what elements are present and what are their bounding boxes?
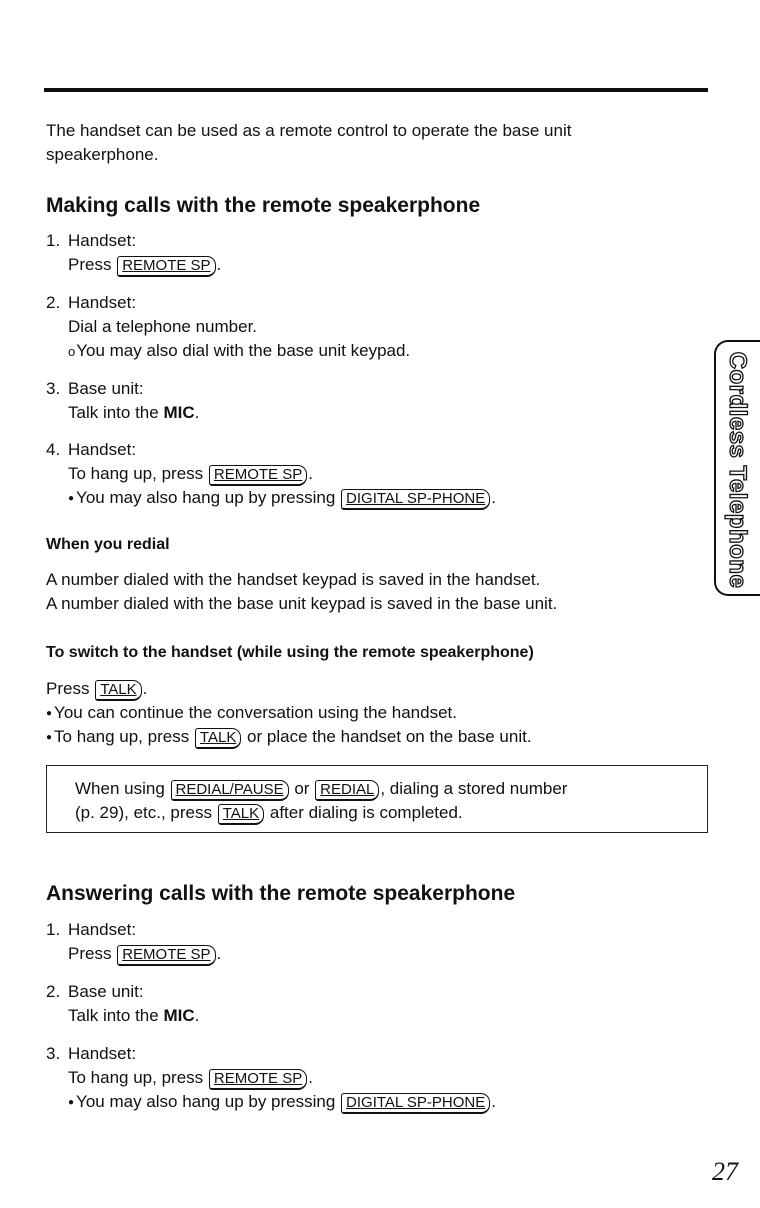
note-box — [46, 765, 708, 833]
redial-pause-key: REDIAL/PAUSE — [171, 780, 289, 801]
switch-bullet-1: ● You can continue the conversation using the handset. — [46, 701, 686, 728]
step-text: Press — [68, 944, 117, 963]
step-text: Press — [68, 255, 117, 274]
section-title-making-calls: Making calls with the remote speakerphone — [46, 194, 481, 217]
making-step-1: 1. Handset: Press REMOTE SP . — [46, 229, 666, 277]
intro-paragraph: The handset can be used as a remote control to operate the base unit speakerphone. — [46, 121, 572, 164]
step-label: Base unit: — [68, 982, 144, 1001]
making-step-3: 3. Base unit: Talk into the MIC. — [46, 379, 200, 422]
page-number: 27 — [712, 1157, 738, 1186]
side-tab-label: Cordless Telephone — [724, 351, 751, 589]
step-label: Handset: — [68, 293, 137, 312]
step-number: 3. — [46, 1044, 61, 1063]
talk-key: TALK — [195, 728, 241, 749]
talk-key: TALK — [95, 680, 141, 701]
remote-sp-key: REMOTE SP — [117, 256, 215, 277]
subheading-when-you-redial: When you redial — [46, 536, 170, 553]
note-line-1: When using REDIAL/PAUSE or REDIAL , dialing a stored number — [75, 777, 707, 801]
step-label: Handset: — [68, 440, 137, 459]
step-text: To hang up, press — [68, 1068, 208, 1087]
switch-bullet-2: ● To hang up, press TALK or place the handset on the base unit. — [46, 725, 686, 752]
top-rule — [44, 88, 708, 92]
remote-sp-key: REMOTE SP — [117, 945, 215, 966]
answering-step-1: 1. Handset: Press REMOTE SP . — [46, 918, 666, 966]
step-number: 3. — [46, 379, 61, 398]
step-label: Handset: — [68, 1044, 137, 1063]
redial-text-2: A number dialed with the base unit keypad is saved in the base unit. — [46, 594, 558, 613]
step-label: Handset: — [68, 231, 137, 250]
mic-label: MIC — [163, 1006, 195, 1025]
step-number: 2. — [46, 293, 61, 312]
answering-step-3: 3. Handset: To hang up, press REMOTE SP . ● You may also hang up by pressing DIGITAL SP-PHONE . — [46, 1042, 666, 1117]
step-number: 2. — [46, 982, 61, 1001]
step-number: 1. — [46, 231, 61, 250]
step-note: ● You may also hang up by pressing — [68, 1092, 340, 1111]
section-title-answering-calls: Answering calls with the remote speakerphone — [46, 882, 516, 905]
step-number: 4. — [46, 440, 61, 459]
redial-text-1: A number dialed with the handset keypad is saved in the handset. — [46, 570, 541, 589]
section-side-tab — [714, 340, 760, 596]
step-note: ● You may also hang up by pressing — [68, 488, 340, 507]
step-text: Talk into the — [68, 1006, 164, 1025]
step-number: 1. — [46, 920, 61, 939]
step-label: Base unit: — [68, 379, 144, 398]
switch-instruction: Press TALK . — [46, 677, 686, 701]
step-text: Dial a telephone number. — [68, 317, 258, 336]
remote-sp-key: REMOTE SP — [209, 465, 307, 486]
remote-sp-key: REMOTE SP — [209, 1069, 307, 1090]
step-label: Handset: — [68, 920, 137, 939]
step-text: To hang up, press — [68, 464, 208, 483]
digital-sp-phone-key: DIGITAL SP-PHONE — [341, 489, 490, 510]
making-step-4: 4. Handset: To hang up, press REMOTE SP . ● You may also hang up by pressing DIGITAL SP-PHONE . — [46, 438, 666, 513]
step-text: Talk into the — [68, 403, 164, 422]
talk-key: TALK — [218, 804, 264, 825]
step-note: o You may also dial with the base unit keypad. — [68, 341, 410, 360]
redial-key: REDIAL — [315, 780, 379, 801]
note-line-2: (p. 29), etc., press TALK after dialing is completed. — [75, 801, 707, 825]
subheading-switch-to-handset: To switch to the handset (while using the remote speakerphone) — [46, 644, 534, 661]
mic-label: MIC — [163, 403, 195, 422]
making-step-2 — [46, 291, 666, 364]
answering-step-2: 2. Base unit: Talk into the MIC. — [46, 982, 200, 1025]
digital-sp-phone-key: DIGITAL SP-PHONE — [341, 1093, 490, 1114]
